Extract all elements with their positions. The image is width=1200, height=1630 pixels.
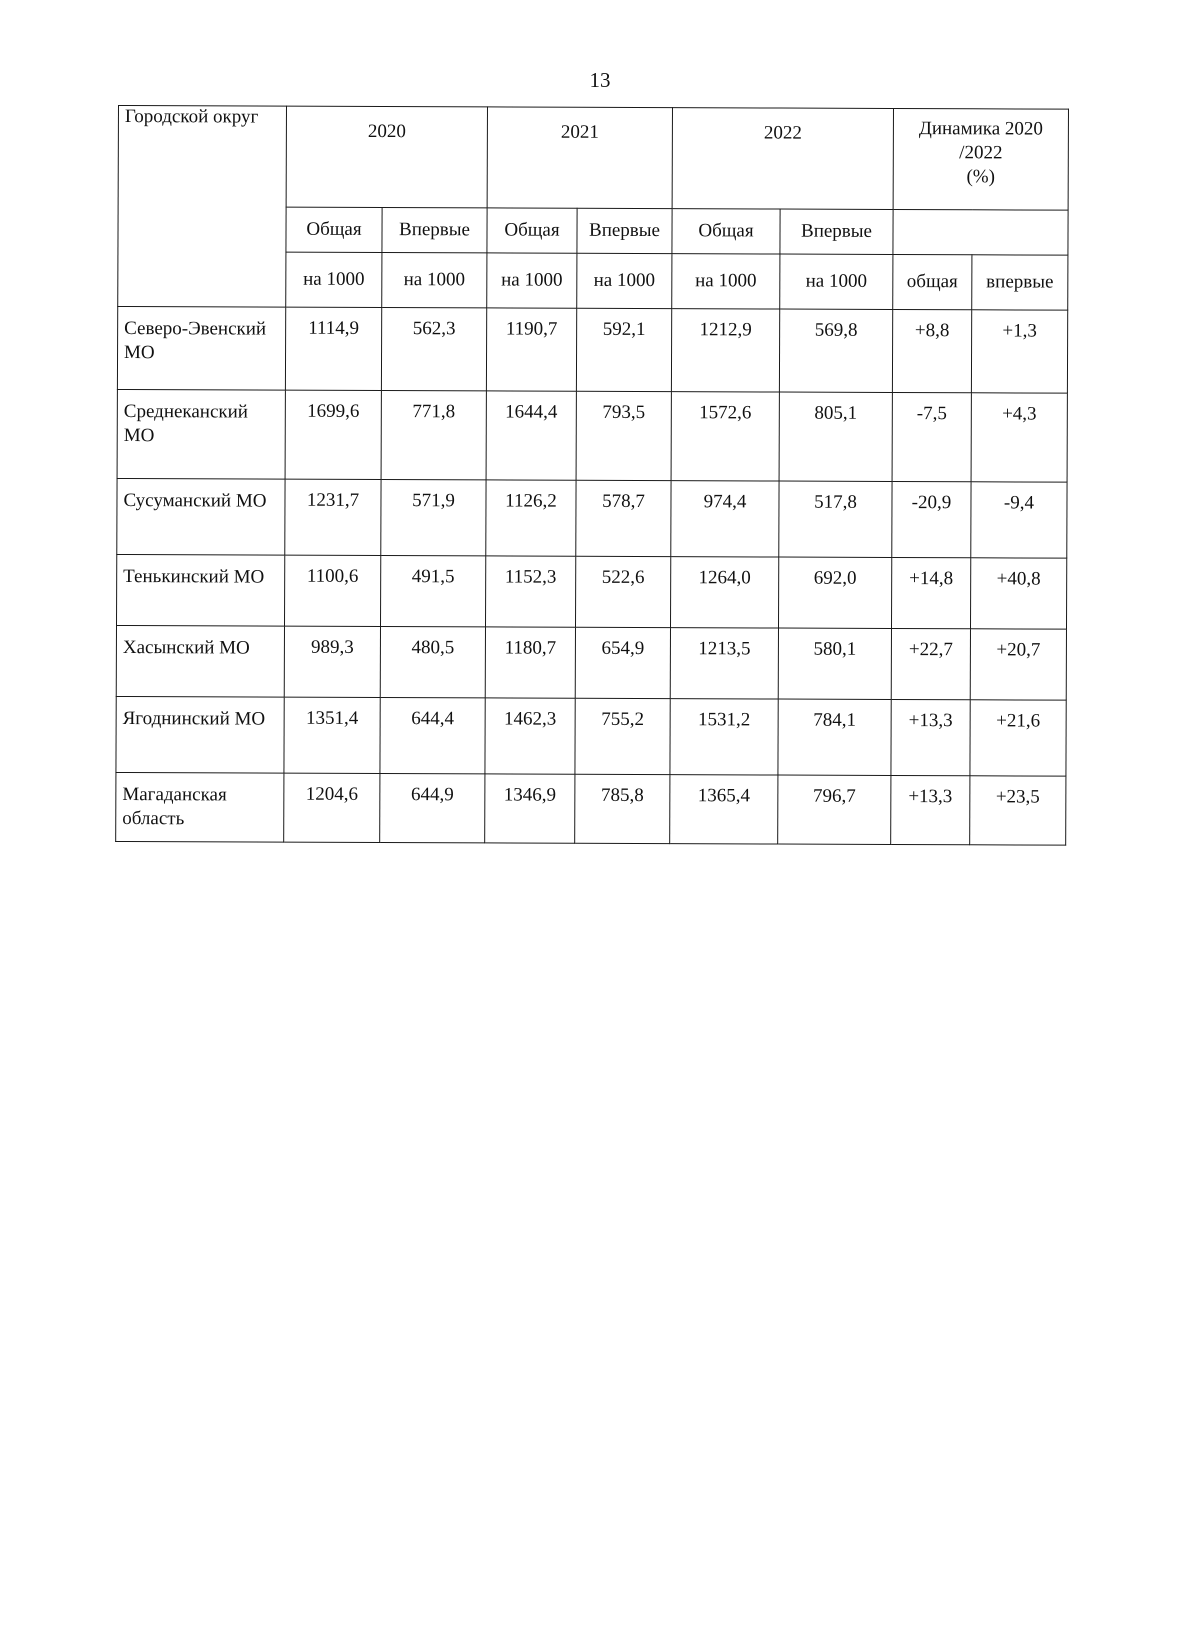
table-cell: 578,7 <box>576 480 671 556</box>
table-cell: +21,6 <box>970 700 1066 776</box>
table-cell: 1346,9 <box>485 774 575 843</box>
table-cell: 592,1 <box>576 308 671 391</box>
table-cell: +13,3 <box>891 775 970 844</box>
table-cell: 644,4 <box>380 698 485 774</box>
unit-header: на 1000 <box>577 253 672 308</box>
table-row <box>117 554 1067 629</box>
unit-header: на 1000 <box>780 254 893 309</box>
dynamics-header <box>893 108 1068 210</box>
table-row <box>117 478 1067 558</box>
district-name: Сусуманский МО <box>117 478 285 555</box>
table-row <box>116 772 1066 845</box>
table-cell: 692,0 <box>778 557 891 628</box>
table-cell: 571,9 <box>381 480 486 556</box>
table-cell: -20,9 <box>892 481 971 557</box>
sub-header: Впервые <box>780 209 893 254</box>
table-cell: 1351,4 <box>284 697 380 773</box>
table-cell: 989,3 <box>284 626 380 697</box>
table-cell: 517,8 <box>779 481 892 557</box>
unit-header: на 1000 <box>487 253 577 308</box>
table-cell: 796,7 <box>778 775 891 844</box>
table-cell: +13,3 <box>891 699 970 775</box>
table-cell: 1365,4 <box>670 775 778 844</box>
table-row <box>117 389 1067 482</box>
table-cell: 480,5 <box>380 627 485 698</box>
sub-header-empty <box>893 209 1068 255</box>
dynamics-sub-header-total: общая <box>893 254 972 309</box>
unit-header: на 1000 <box>286 252 382 307</box>
table-cell: 784,1 <box>778 699 891 775</box>
table-cell: +8,8 <box>892 309 971 392</box>
unit-header: на 1000 <box>672 254 780 309</box>
table-cell: +20,7 <box>970 629 1066 700</box>
table-cell: 1531,2 <box>670 699 778 775</box>
dynamics-header-line-1: Динамика 2020 <box>918 118 1043 140</box>
table-cell: +23,5 <box>970 776 1066 845</box>
table-cell: +1,3 <box>971 310 1067 393</box>
table-cell: 1126,2 <box>486 480 576 556</box>
sub-header: Общая <box>286 207 382 252</box>
table-cell: 785,8 <box>575 774 670 843</box>
table-cell: 1213,5 <box>670 628 778 699</box>
table-row <box>117 307 1067 394</box>
table-cell: +22,7 <box>891 628 970 699</box>
year-header-2021: 2021 <box>487 107 672 209</box>
table-cell: 654,9 <box>575 627 670 698</box>
table-row <box>116 696 1066 776</box>
table-cell: 974,4 <box>671 481 779 557</box>
district-name: Среднеканский МО <box>117 389 285 479</box>
sub-header: Общая <box>672 209 780 254</box>
table-cell: -9,4 <box>971 482 1067 558</box>
table-cell: 580,1 <box>778 628 891 699</box>
district-name: Хасынский МО <box>116 625 284 697</box>
table-cell: 1572,6 <box>671 392 779 481</box>
table-cell: +14,8 <box>891 557 970 628</box>
table-cell: 1231,7 <box>285 479 381 555</box>
district-name: Северо-Эвенский МО <box>117 307 285 391</box>
table-row <box>116 625 1066 700</box>
table-cell: 522,6 <box>575 556 670 627</box>
district-name: Ягоднинский МО <box>116 696 284 773</box>
table-cell: 1100,6 <box>285 555 381 626</box>
header-row-years <box>118 106 1068 211</box>
year-header-2022: 2022 <box>672 108 893 210</box>
table-cell: 1644,4 <box>486 391 576 480</box>
table-cell: 1180,7 <box>485 627 575 698</box>
table-cell: 644,9 <box>380 774 485 843</box>
page-number: 13 <box>589 68 611 92</box>
table-cell: 771,8 <box>381 391 486 480</box>
dynamics-header-line-3: (%) <box>966 166 996 188</box>
table-cell: -7,5 <box>892 392 971 481</box>
table-cell: 1462,3 <box>485 698 575 774</box>
table-cell: +40,8 <box>970 558 1066 629</box>
unit-header: на 1000 <box>382 253 487 308</box>
table-cell: +4,3 <box>971 393 1067 482</box>
table-cell: 805,1 <box>779 392 892 481</box>
district-name: Тенькинский МО <box>117 554 285 626</box>
sub-header: Впервые <box>382 208 487 253</box>
district-name: Магаданская область <box>116 772 284 842</box>
morbidity-table <box>115 105 1069 846</box>
table-cell: 1204,6 <box>284 773 380 842</box>
table-cell: 1114,9 <box>285 307 381 390</box>
sub-header: Общая <box>487 208 577 253</box>
table-cell: 793,5 <box>576 391 671 480</box>
table-cell: 1264,0 <box>670 557 778 628</box>
table-cell: 491,5 <box>380 556 485 627</box>
table-cell: 1699,6 <box>285 390 381 479</box>
sub-header: Впервые <box>577 208 672 253</box>
table-cell: 755,2 <box>575 698 670 774</box>
dynamics-sub-header-new: впервые <box>972 255 1068 310</box>
district-header: Городской округ <box>118 106 287 308</box>
year-header-2020: 2020 <box>286 106 487 208</box>
dynamics-header-line-2: /2022 <box>959 142 1003 164</box>
table-cell: 1152,3 <box>485 556 575 627</box>
table-cell: 1190,7 <box>486 308 576 391</box>
table-cell: 1212,9 <box>671 309 779 392</box>
table-cell: 562,3 <box>381 308 486 391</box>
table-cell: 569,8 <box>779 309 892 392</box>
